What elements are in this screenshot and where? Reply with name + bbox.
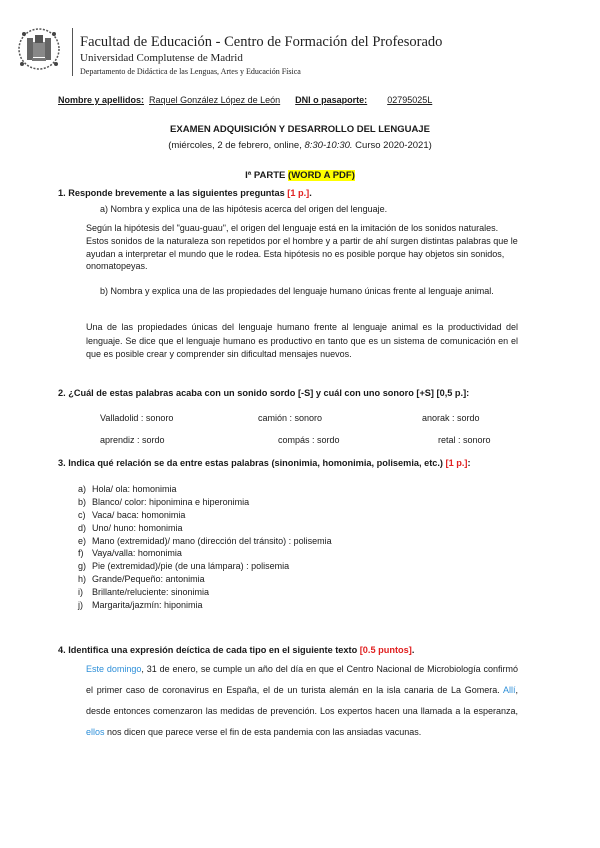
list-item xyxy=(78,561,332,574)
item-text: Grande/Pequeño: antonimia xyxy=(92,574,205,585)
q2-answer: compás : sordo xyxy=(278,435,340,445)
student-info xyxy=(58,95,432,105)
q4-end: . xyxy=(411,645,415,655)
header-divider xyxy=(72,28,73,76)
q1-a-answer: Según la hipótesis del "guau-guau", el origen del lenguaje está en la imitación de los sonidos naturales. Estos sonidos de la naturaleza son repetidos por el hombre y a partir de ahí surgen distintas palabras que le ayudan a interpretar el mundo que le rodea. Esta hipótesis no es posible porque hay objetos sin sonidos, onomatopeyas. xyxy=(86,223,518,272)
list-item xyxy=(78,587,332,600)
subtitle-date: (miércoles, 2 de febrero, online, xyxy=(168,140,305,151)
item-label: d) xyxy=(78,522,87,533)
question-2: 2. ¿Cuál de estas palabras acaba con un sonido sordo [-S] y cuál con uno sonoro [+S] [0,5 p.]: xyxy=(58,388,470,398)
q1-points: [1 p.] xyxy=(287,188,310,198)
item-label: i) xyxy=(78,587,83,598)
list-item xyxy=(78,484,332,497)
q2-answer: aprendiz : sordo xyxy=(100,435,165,445)
item-text: Margarita/jazmín: hiponimia xyxy=(92,600,203,611)
q2-answer: camión : sonoro xyxy=(258,413,323,423)
item-label: j) xyxy=(78,600,83,611)
passage-segment: , desde entonces comenzaron las medidas de prevención. Los expertos hacen una llamada a la esperanza, xyxy=(86,685,518,716)
part-label: Iª PARTE xyxy=(245,170,289,181)
q2-answer: Valladolid : sonoro xyxy=(100,413,174,423)
list-item xyxy=(78,497,332,510)
q3-points: [1 p.] xyxy=(445,458,468,468)
question-3 xyxy=(58,458,471,468)
q4-passage xyxy=(86,659,518,743)
item-label: a) xyxy=(78,484,87,494)
question-1 xyxy=(58,188,312,198)
item-text: Vaya/valla: homonimia xyxy=(92,548,182,559)
exam-subtitle xyxy=(0,140,600,151)
id-value: 02795025L xyxy=(387,95,433,105)
passage-segment: nos dicen que parece verse el fin de esta pandemia con las ansiadas vacunas. xyxy=(104,727,422,737)
deixis-spatial: Allí xyxy=(502,685,516,695)
q1-b-prompt: b) Nombra y explica una de las propiedades del lenguaje humano únicas frente al lenguaje animal. xyxy=(100,286,494,296)
question-4 xyxy=(58,645,414,655)
q1-a-prompt: a) Nombra y explica una de las hipótesis acerca del origen del lenguaje. xyxy=(100,204,388,214)
list-item xyxy=(78,548,332,561)
department-name: Departamento de Didáctica de las Lenguas, Artes y Educación Física xyxy=(80,67,301,76)
university-seal-logo xyxy=(14,24,64,74)
subtitle-time: 8:30-10:30. xyxy=(304,140,353,151)
faculty-name: Facultad de Educación - Centro de Formación del Profesorado xyxy=(80,34,443,50)
q1-end: . xyxy=(309,188,312,198)
q2-answer: retal : sonoro xyxy=(438,435,491,445)
name-label: Nombre y apellidos: xyxy=(58,95,145,105)
item-text: Hola/ ola: homonimia xyxy=(92,484,177,494)
deixis-personal: ellos xyxy=(86,727,105,737)
q1-b-answer: Una de las propiedades únicas del lenguaje humano frente al lenguaje animal es la productividad del lenguaje. Se dice que el lenguaje humano es productivo en tanto que es un sistema de comunicación en el que es posible crear y comprender sin dificultad mensajes nuevos. xyxy=(86,322,518,360)
q3-text: 3. Indica qué relación se da entre estas palabras (sinonimia, homonimia, polisemia, etc.) xyxy=(58,458,446,468)
list-item xyxy=(78,510,332,523)
item-label: c) xyxy=(78,509,86,520)
id-label: DNI o pasaporte: xyxy=(295,95,368,105)
q1-text: 1. Responde brevemente a las siguientes preguntas xyxy=(58,188,288,198)
q4-points: [0.5 puntos] xyxy=(359,645,412,655)
list-item xyxy=(78,574,332,587)
subtitle-course: Curso 2020-2021) xyxy=(352,140,432,151)
q2-answer: anorak : sordo xyxy=(422,413,480,423)
q4-text: 4. Identifica una expresión deíctica de cada tipo en el siguiente texto xyxy=(58,645,360,655)
name-value: Raquel González López de León xyxy=(149,95,281,105)
q3-end: : xyxy=(467,458,471,468)
q3-answer-list xyxy=(78,484,332,613)
list-item xyxy=(78,523,332,536)
part-note: (WORD A PDF) xyxy=(288,170,355,181)
item-text: Pie (extremidad)/pie (de una lámpara) : polisemia xyxy=(92,561,290,572)
item-label: f) xyxy=(78,548,84,559)
deixis-temporal: Este domingo xyxy=(86,664,142,674)
item-text: Mano (extremidad)/ mano (dirección del tránsito) : polisemia xyxy=(92,535,332,546)
list-item xyxy=(78,600,332,613)
exam-title: EXAMEN ADQUISICIÓN Y DESARROLLO DEL LENGUAJE xyxy=(170,124,430,135)
item-label: h) xyxy=(78,574,87,585)
item-text: Uno/ huno: homonimia xyxy=(92,522,183,533)
item-text: Vaca/ baca: homonimia xyxy=(92,509,186,520)
item-label: e) xyxy=(78,535,87,546)
list-item xyxy=(78,536,332,549)
item-label: b) xyxy=(78,496,87,507)
item-text: Brillante/reluciente: sinonimia xyxy=(92,587,210,598)
university-name: Universidad Complutense de Madrid xyxy=(80,52,243,64)
item-label: g) xyxy=(78,561,87,572)
item-text: Blanco/ color: hiponimina e hiperonimia xyxy=(92,496,250,507)
passage-segment: , 31 de enero, se cumple un año del día en que el Centro Nacional de Microbiología confirmó el primer caso de coronavirus en España, el de un turista alemán en la isla canaria de La Gomera. xyxy=(86,664,518,695)
part-heading xyxy=(0,170,600,181)
